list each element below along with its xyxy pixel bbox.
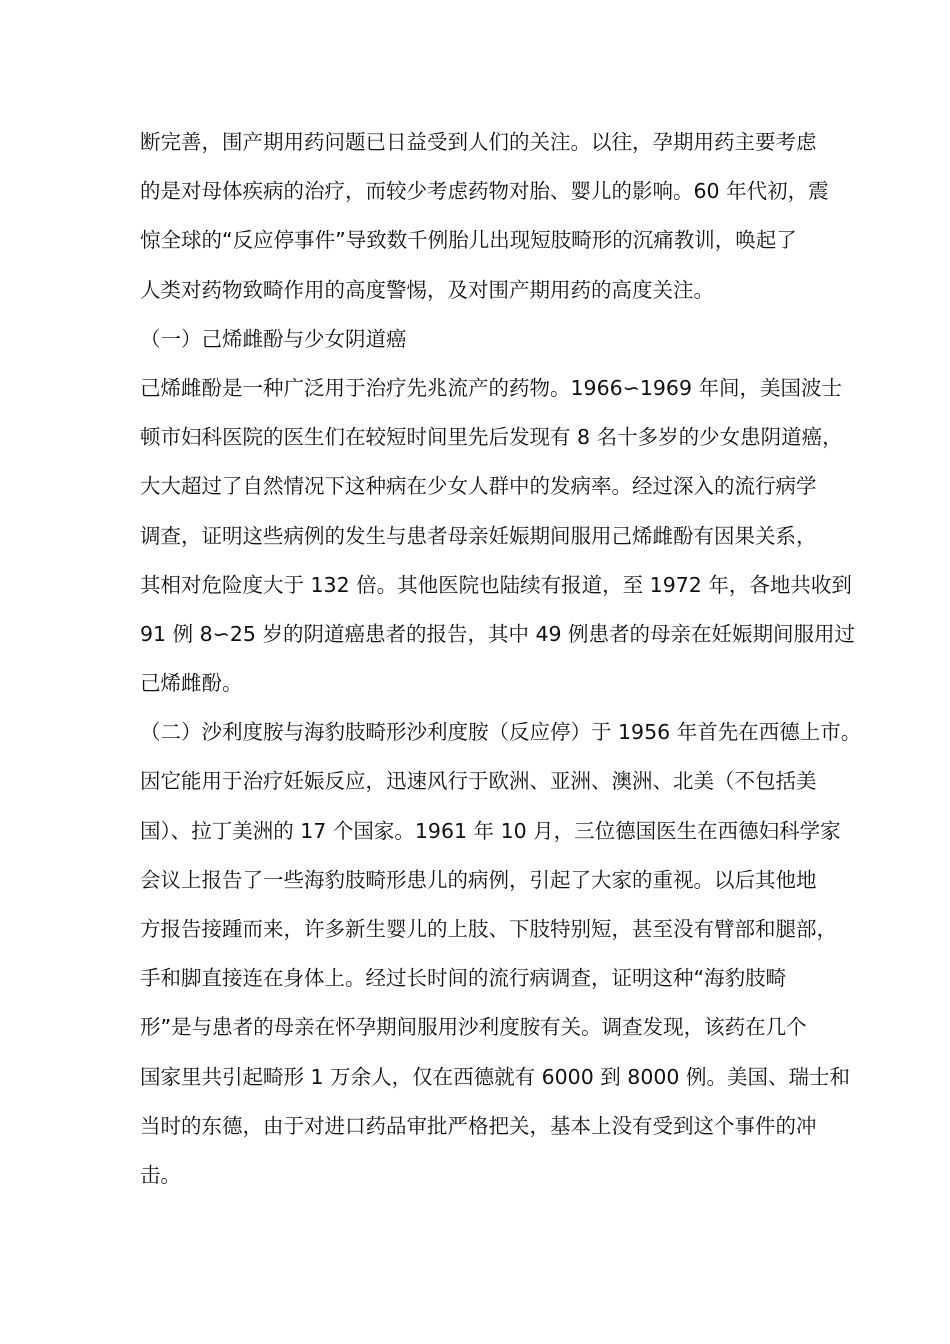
section-heading-1: （一）己烯雌酚与少女阴道癌 <box>140 326 407 351</box>
text-line: 惊全球的“反应停事件”导致数千例胎儿出现短肢畸形的沉痛教训，唤起了 <box>140 228 797 253</box>
text-line: 方报告接踵而来，许多新生婴儿的上肢、下肢特别短，甚至没有臂部和腿部， <box>140 917 837 941</box>
text-line: 断完善，围产期用药问题已日益受到人们的关注。以往，孕期用药主要考虑 <box>140 130 817 154</box>
text-line: 其相对危险度大于 132 倍。其他医院也陆续有报道，至 1972 年，各地共收到 <box>140 572 852 597</box>
text-line: 国家里共引起畸形 1 万余人，仅在西德就有 6000 到 8000 例。美国、瑞士和 <box>140 1064 850 1089</box>
document-body <box>140 118 862 1200</box>
text-line: 己烯雌酚。 <box>140 671 243 696</box>
text-line: 己烯雌酚是一种广泛用于治疗先兆流产的药物。1966∽1969 年间，美国波士 <box>140 375 843 400</box>
section-heading-2: （二）沙利度胺与海豹肢畸形沙利度胺（反应停）于 1956 年首先在西德上市。 <box>140 720 862 745</box>
text-line: 91 例 8∽25 岁的阴道癌患者的报告，其中 49 例患者的母亲在妊娠期间服用过 <box>140 621 856 646</box>
text-line: 击。 <box>140 1162 181 1187</box>
text-line: 形”是与患者的母亲在怀孕期间服用沙利度胺有关。调查发现，该药在几个 <box>140 1015 807 1040</box>
text-line: 当时的东德，由于对进口药品审批严格把关，基本上没有受到这个事件的冲 <box>140 1113 817 1138</box>
text-line: 调查，证明这些病例的发生与患者母亲妊娠期间服用己烯雌酚有因果关系， <box>140 523 817 548</box>
text-line: 顿市妇科医院的医生们在较短时间里先后发现有 8 名十多岁的少女患阴道癌， <box>140 425 843 450</box>
text-line: 人类对药物致畸作用的高度警惕，及对围产期用药的高度关注。 <box>140 277 714 302</box>
text-line: 会议上报告了一些海豹肢畸形患儿的病例，引起了大家的重视。以后其他地 <box>140 867 817 892</box>
text-line: 因它能用于治疗妊娠反应，迅速风行于欧洲、亚洲、澳洲、北美（不包括美 <box>140 769 817 794</box>
text-line: 大大超过了自然情况下这种病在少女人群中的发病率。经过深入的流行病学 <box>140 474 817 499</box>
text-line: 的是对母体疾病的治疗，而较少考虑药物对胎、婴儿的影响。60 年代初，震 <box>140 179 829 204</box>
text-line: 手和脚直接连在身体上。经过长时间的流行病调查，证明这种“海豹肢畸 <box>140 966 787 991</box>
text-line: 国）、拉丁美洲的 17 个国家。1961 年 10 月，三位德国医生在西德妇科学家 <box>140 818 841 843</box>
